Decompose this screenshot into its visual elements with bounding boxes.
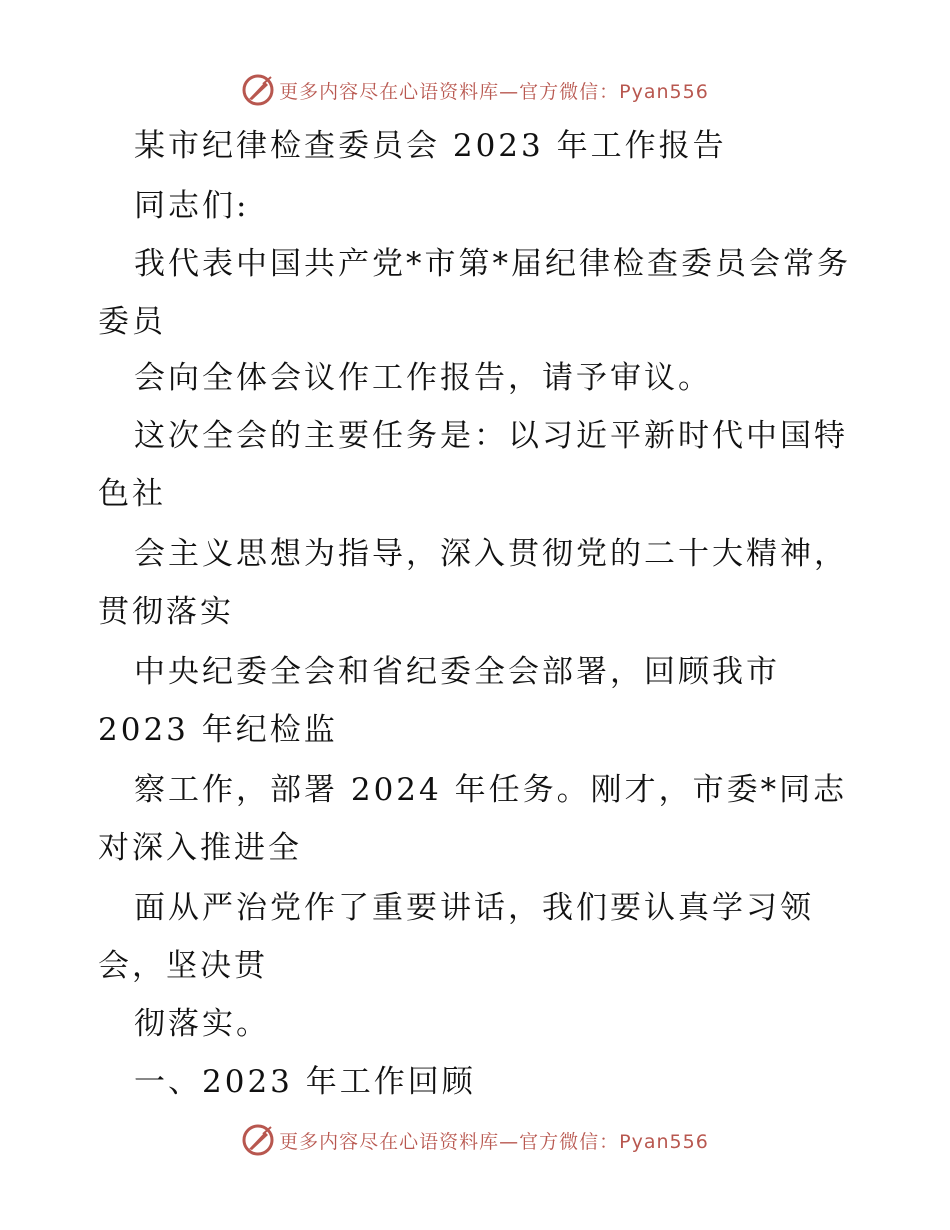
paragraph-line: 对深入推进全: [98, 830, 302, 866]
paragraph-line: 会向全体会议作工作报告，请予审议。: [134, 360, 712, 396]
document-title: 某市纪律检查委员会 2023 年工作报告: [134, 128, 727, 164]
paragraph-line: 彻落实。: [134, 1006, 270, 1042]
paragraph-line: 会，坚决贯: [98, 948, 268, 984]
paragraph-line: 面从严治党作了重要讲话，我们要认真学习领: [134, 890, 814, 926]
salutation: 同志们:: [134, 188, 250, 224]
quill-logo-icon: [241, 73, 275, 107]
paragraph-line: 中央纪委全会和省纪委全会部署，回顾我市: [134, 654, 780, 690]
quill-logo-icon: [241, 1123, 275, 1157]
paragraph-line: 我代表中国共产党*市第*届纪律检查委员会常务: [134, 246, 851, 282]
watermark-footer: [0, 1120, 950, 1160]
paragraph-line: 察工作，部署 2024 年任务。刚才，市委*同志: [134, 772, 848, 808]
paragraph-line: 这次全会的主要任务是：以习近平新时代中国特: [134, 418, 848, 454]
watermark-text: 更多内容尽在心语资料库—官方微信：Pyan556: [279, 80, 709, 103]
watermark-header: [0, 70, 950, 110]
paragraph-line: 2023 年纪检监: [98, 712, 338, 748]
paragraph-line: 色社: [98, 476, 166, 512]
paragraph-line: 会主义思想为指导，深入贯彻党的二十大精神，: [134, 536, 848, 572]
paragraph-line: 贯彻落实: [98, 594, 234, 630]
paragraph-line: 委员: [98, 304, 166, 340]
section-heading: 一、2023 年工作回顾: [134, 1064, 476, 1100]
watermark-text: 更多内容尽在心语资料库—官方微信：Pyan556: [279, 1130, 709, 1153]
